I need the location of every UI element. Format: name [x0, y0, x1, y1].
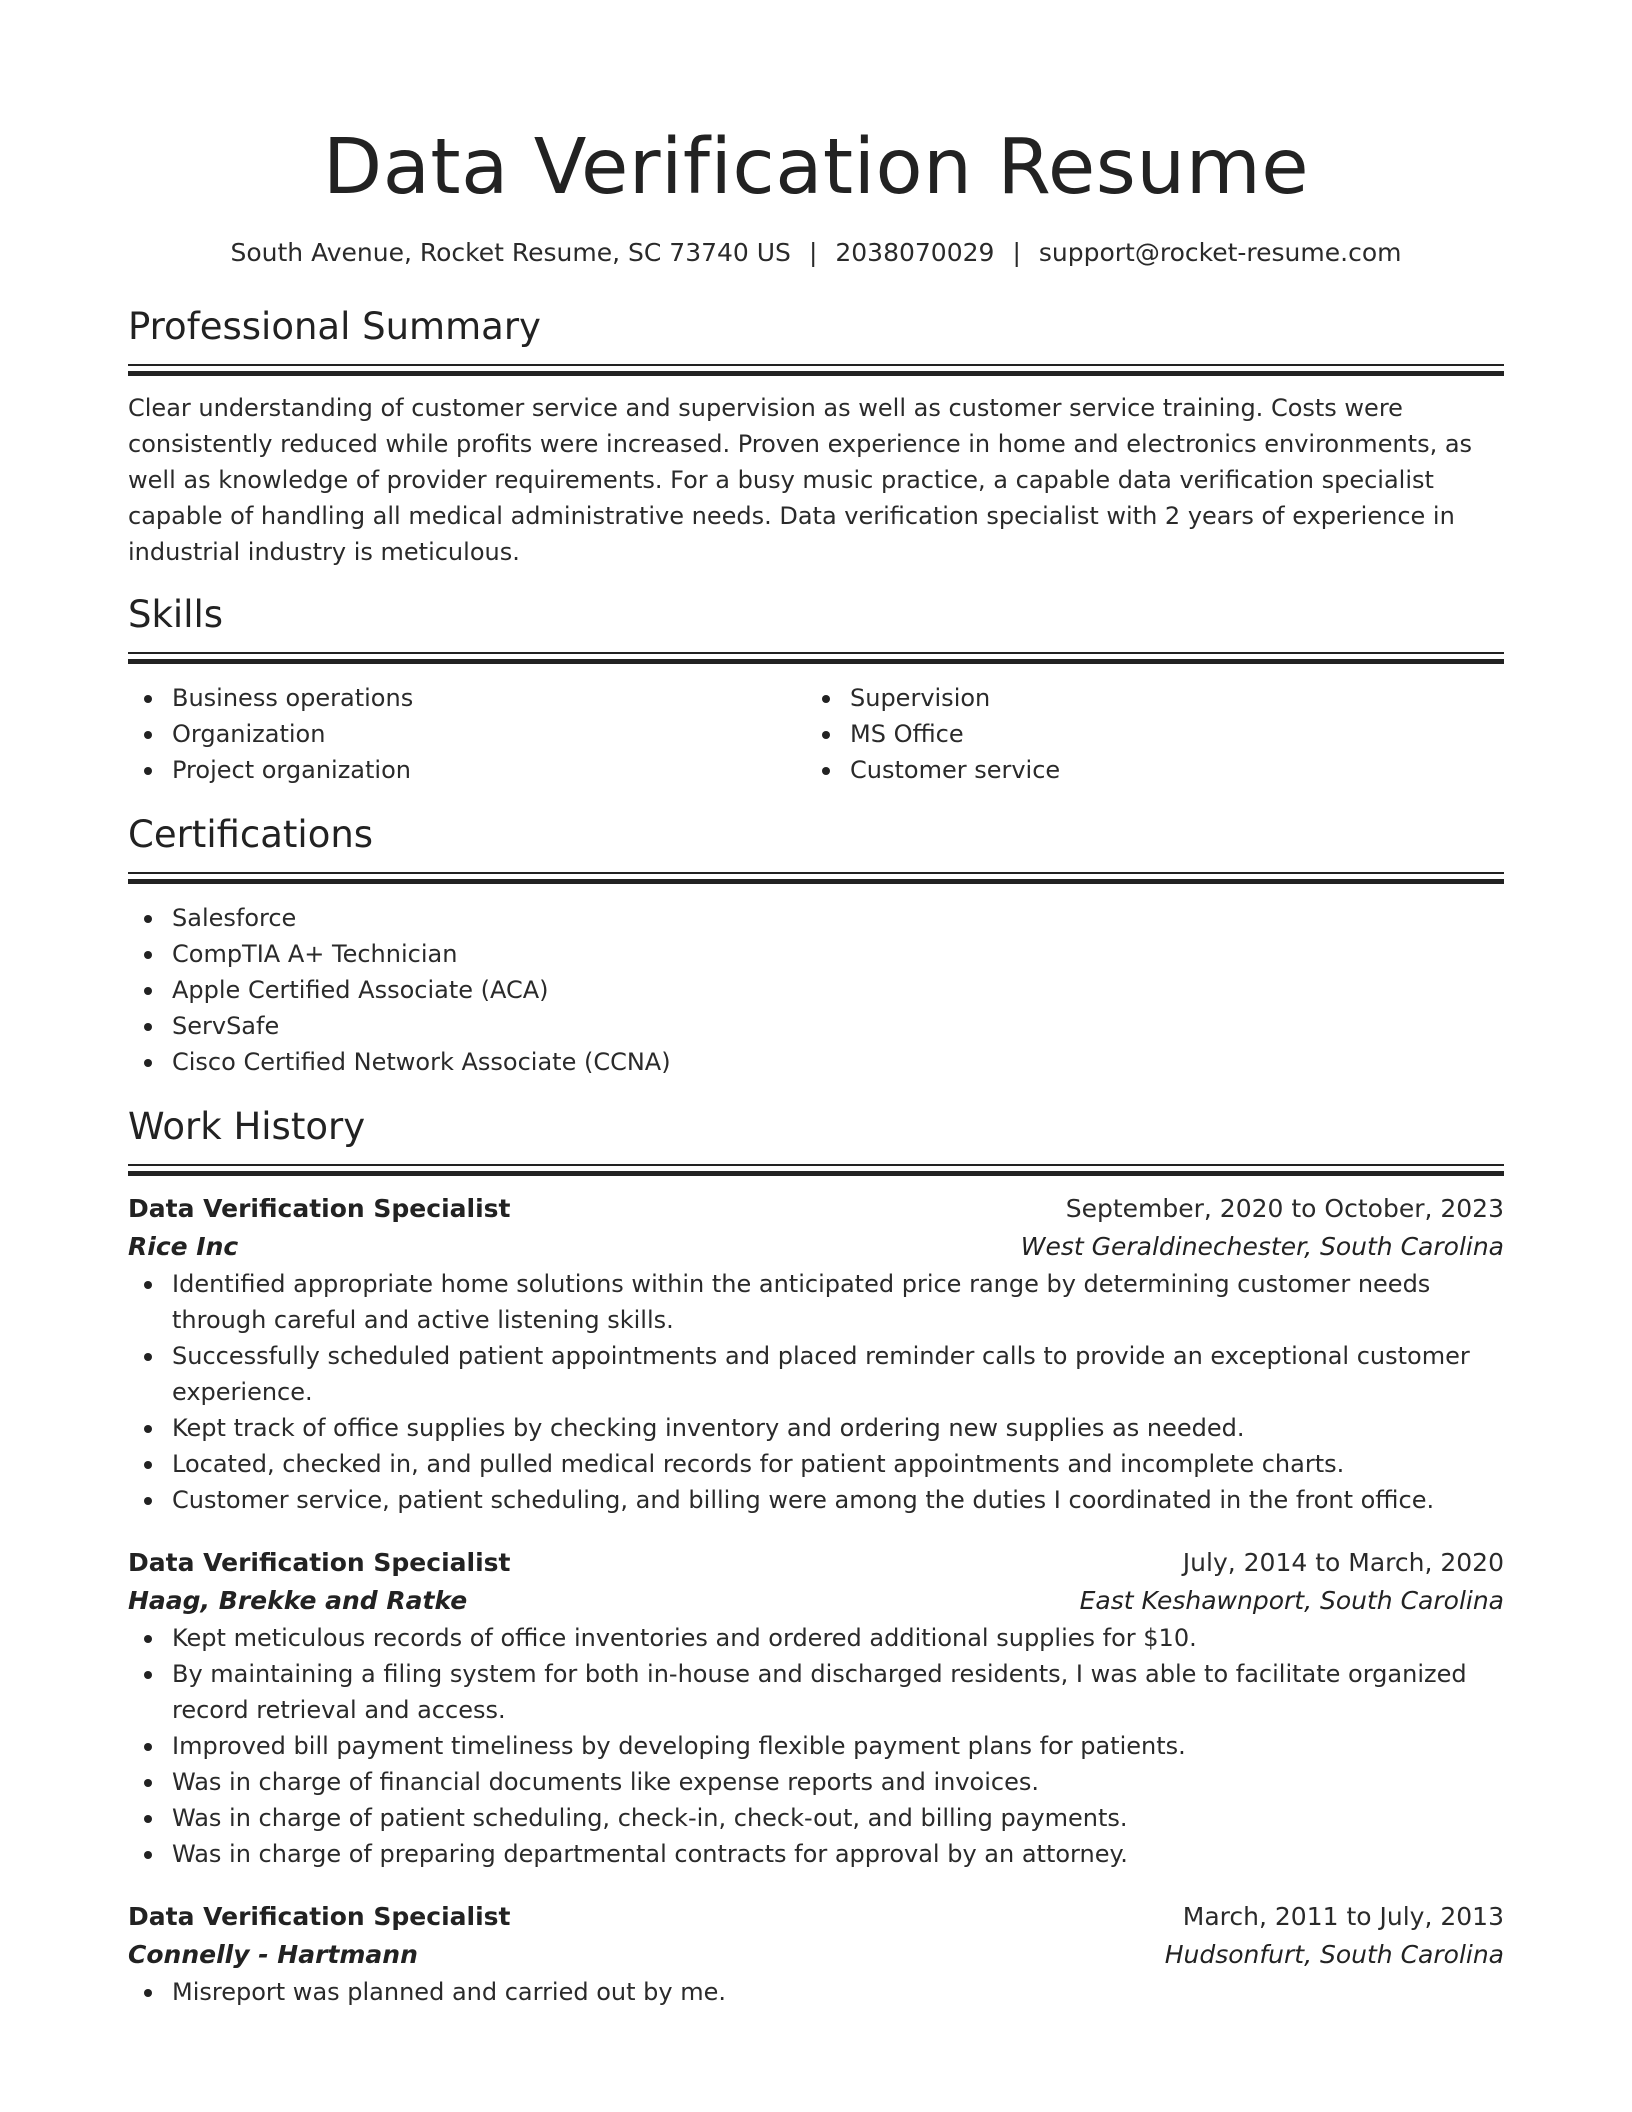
certification-item: Salesforce — [172, 900, 1504, 936]
job-bullet: Identified appropriate home solutions within the anticipated price range by determining customer needs through careful and active listening skills. — [172, 1266, 1504, 1338]
skills-list-right — [806, 680, 1484, 788]
job-entry — [128, 1898, 1504, 2010]
skills-list-left — [128, 680, 806, 788]
job-bullet: By maintaining a filing system for both in-house and discharged residents, I was able to facilitate organized record retrieval and access. — [172, 1656, 1504, 1728]
job-company: Connelly - Hartmann — [128, 1940, 418, 1969]
skill-item: Business operations — [172, 680, 806, 716]
skill-item: Organization — [172, 716, 806, 752]
job-bullet: Misreport was planned and carried out by me. — [172, 1974, 1504, 2010]
job-title: Data Verification Specialist — [128, 1902, 511, 1931]
contact-separator: | — [808, 238, 818, 267]
skill-item: Project organization — [172, 752, 806, 788]
certification-item: CompTIA A+ Technician — [172, 936, 1504, 972]
certifications-section — [128, 812, 1504, 1080]
summary-text: Clear understanding of customer service and supervision as well as customer service training. Costs were consistently reduced while profits were increased. Proven experience in home and electronics environments, as well as knowledge of provider requirements. For a busy music practice, a capable data verification specialist capable of handling all medical administrative needs. Data verification specialist with 2 years of experience in industrial industry is meticulous. — [128, 394, 1473, 566]
job-bullet: Successfully scheduled patient appointments and placed reminder calls to provide an exceptional customer experience. — [172, 1338, 1504, 1410]
skills-section — [128, 592, 1504, 788]
summary-section — [128, 304, 1504, 570]
certifications-list — [128, 900, 1504, 1080]
section-title-summary: Professional Summary — [128, 305, 541, 348]
job-bullets — [128, 1620, 1504, 1872]
job-bullet: Located, checked in, and pulled medical records for patient appointments and incomplete charts. — [172, 1446, 1504, 1482]
job-bullet: Was in charge of financial documents like expense reports and invoices. — [172, 1764, 1504, 1800]
section-title-work-history: Work History — [128, 1105, 366, 1148]
job-company: Haag, Brekke and Ratke — [128, 1586, 468, 1615]
job-location: East Keshawnport, South Carolina — [1079, 1586, 1504, 1615]
job-location: Hudsonfurt, South Carolina — [1164, 1940, 1504, 1969]
skill-item: MS Office — [850, 716, 1484, 752]
job-title: Data Verification Specialist — [128, 1194, 511, 1223]
job-bullet: Was in charge of preparing departmental contracts for approval by an attorney. — [172, 1836, 1504, 1872]
section-divider — [128, 364, 1504, 376]
job-bullet: Customer service, patient scheduling, and billing were among the duties I coordinated in the front office. — [172, 1482, 1504, 1518]
section-title-certifications: Certifications — [128, 813, 374, 856]
job-bullets — [128, 1266, 1504, 1518]
job-entry — [128, 1190, 1504, 1518]
job-bullet: Kept meticulous records of office inventories and ordered additional supplies for $10. — [172, 1620, 1504, 1656]
job-dates: March, 2011 to July, 2013 — [1182, 1902, 1504, 1931]
skills-grid — [128, 680, 1504, 788]
section-divider — [128, 652, 1504, 664]
section-divider — [128, 872, 1504, 884]
job-bullet: Was in charge of patient scheduling, check-in, check-out, and billing payments. — [172, 1800, 1504, 1836]
job-location: West Geraldinechester, South Carolina — [1020, 1232, 1504, 1261]
resume-page — [128, 0, 1504, 2010]
job-company: Rice Inc — [128, 1232, 239, 1261]
job-dates: July, 2014 to March, 2020 — [1182, 1548, 1504, 1577]
contact-line — [128, 236, 1504, 270]
contact-address: South Avenue, Rocket Resume, SC 73740 US — [230, 238, 791, 267]
certification-item: Apple Certified Associate (ACA) — [172, 972, 1504, 1008]
job-entry — [128, 1544, 1504, 1872]
contact-email: support@rocket-resume.com — [1038, 238, 1402, 267]
job-bullets — [128, 1974, 1504, 2010]
section-title-skills: Skills — [128, 593, 224, 636]
job-title: Data Verification Specialist — [128, 1548, 511, 1577]
skill-item: Supervision — [850, 680, 1484, 716]
work-history-section — [128, 1104, 1504, 2010]
resume-name: Data Verification Resume — [322, 123, 1310, 212]
contact-phone: 2038070029 — [835, 238, 995, 267]
job-bullet: Improved bill payment timeliness by developing flexible payment plans for patients. — [172, 1728, 1504, 1764]
section-divider — [128, 1164, 1504, 1176]
skill-item: Customer service — [850, 752, 1484, 788]
certification-item: ServSafe — [172, 1008, 1504, 1044]
job-dates: September, 2020 to October, 2023 — [1065, 1194, 1504, 1223]
certification-item: Cisco Certified Network Associate (CCNA) — [172, 1044, 1504, 1080]
job-bullet: Kept track of office supplies by checking inventory and ordering new supplies as needed. — [172, 1410, 1504, 1446]
contact-separator: | — [1012, 238, 1021, 267]
